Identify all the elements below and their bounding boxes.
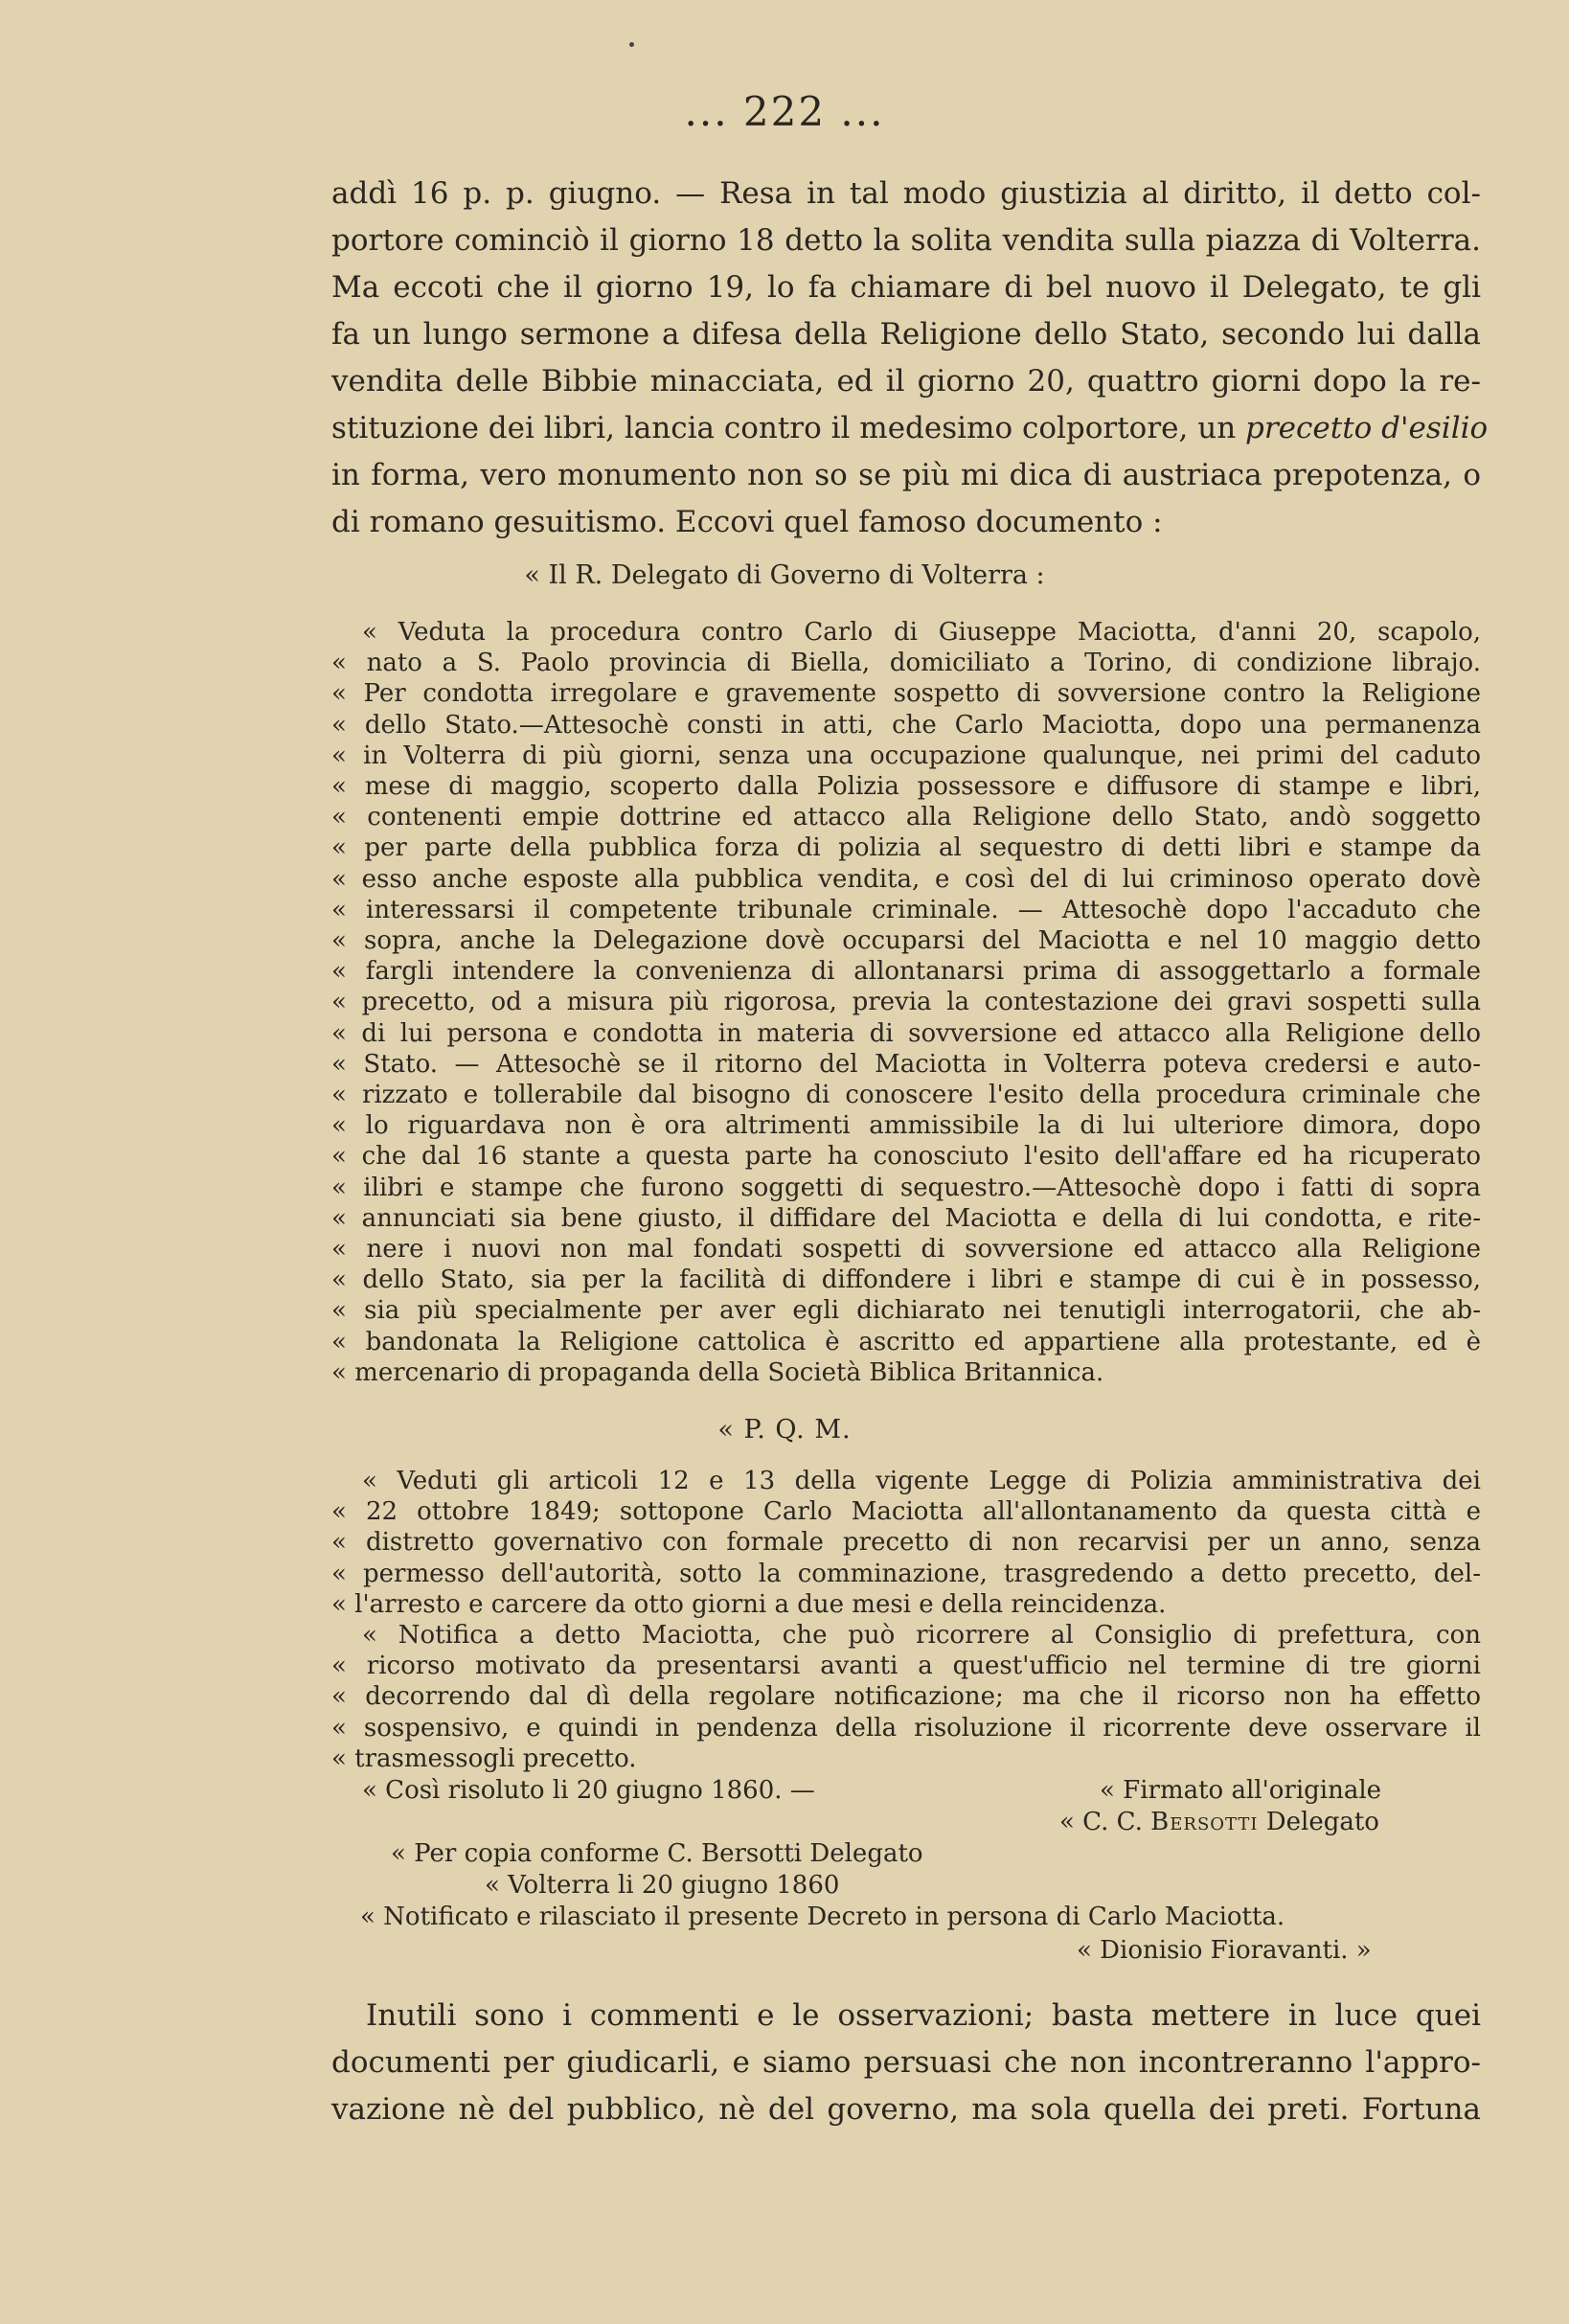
place-date: « Volterra li 20 giugno 1860 bbox=[485, 1871, 840, 1900]
decree-line: « rizzato e tollerabile dal bisogno di conoscere l'esito della procedura criminale che bbox=[331, 1081, 1481, 1110]
ruling-line: « sospensivo, e quindi in pendenza della risoluzione il ricorrente deve osservare il bbox=[331, 1713, 1481, 1743]
ruling-line: « distretto governativo con formale precetto di non recarvisi per un anno, senza bbox=[331, 1528, 1481, 1558]
closing-paragraph bbox=[331, 1993, 1481, 2133]
decree-line: « ilibri e stampe che furono soggetti di sequestro.—Attesochè dopo i fatti di sopra bbox=[331, 1173, 1481, 1202]
ruling-line: « 22 ottobre 1849; sottopone Carlo Maciotta all'allontanamento da questa città e bbox=[331, 1497, 1481, 1527]
decree-heading: « Il R. Delegato di Governo di Volterra : bbox=[524, 560, 1045, 590]
signed-original: « Firmato all'originale bbox=[1100, 1776, 1382, 1805]
intro-line: addì 16 p. p. giugno. — Resa in tal modo giustizia al diritto, il detto col- bbox=[331, 176, 1481, 211]
resolved-date: « Così risoluto li 20 giugno 1860. — bbox=[362, 1776, 815, 1805]
decree-line: « che dal 16 stante a questa parte ha conosciuto l'esito dell'affare ed ha ricuperato bbox=[331, 1142, 1481, 1172]
ruling-line: « permesso dell'autorità, sotto la comminazione, trasgredendo a detto precetto, del- bbox=[331, 1559, 1481, 1588]
decree-line: « lo riguardava non è ora altrimenti ammissibile la di lui ulteriore dimora, dopo bbox=[331, 1111, 1481, 1141]
ruling-line: « decorrendo dal dì della regolare notificazione; ma che il ricorso non ha effetto bbox=[331, 1682, 1481, 1712]
intro-line: portore cominciò il giorno 18 detto la solita vendita sulla piazza di Volterra. bbox=[331, 223, 1481, 258]
decree-line: « annunciati sia bene giusto, il diffidare del Maciotta e della di lui condotta, e rite- bbox=[331, 1203, 1481, 1233]
intro-paragraph bbox=[331, 171, 1489, 546]
decree-line: « interessarsi il competente tribunale criminale. — Attesochè dopo l'accaduto che bbox=[331, 895, 1481, 924]
decree-line: « mercenario di propaganda della Società Biblica Britannica. bbox=[331, 1357, 1104, 1387]
decree-line: « in Volterra di più giorni, senza una occupazione qualunque, nei primi del caduto bbox=[331, 740, 1481, 770]
decree-line: « esso anche esposte alla pubblica vendita, e così del di lui criminoso operato dovè bbox=[331, 864, 1481, 894]
decree-line: « di lui persona e condotta in materia di sovversione ed attacco alla Religione dello bbox=[331, 1018, 1481, 1048]
delegate-name: Bersotti bbox=[1150, 1808, 1259, 1836]
delegate-prefix: « C. C. bbox=[1059, 1808, 1143, 1836]
decree-line: « per parte della pubblica forza di polizia al sequestro di detti libri e stampe da bbox=[331, 833, 1481, 863]
outro-line: Inutili sono i commenti e le osservazioni; basta mettere in luce quei bbox=[366, 1998, 1481, 2033]
page-number: ... 222 ... bbox=[684, 88, 885, 135]
ruling-line: « trasmessogli precetto. bbox=[331, 1743, 637, 1773]
decree-text bbox=[331, 617, 1481, 1388]
decree-line: « nato a S. Paolo provincia di Biella, domiciliato a Torino, di condizione librajo. bbox=[331, 649, 1481, 678]
decree-line: « dello Stato, sia per la facilità di diffondere i libri e stampe di cui è in possesso, bbox=[331, 1265, 1481, 1295]
ruling-line: « ricorso motivato da presentarsi avanti a quest'ufficio nel termine di tre giorni bbox=[331, 1652, 1481, 1681]
intro-line: Ma eccoti che il giorno 19, lo fa chiamare di bel nuovo il Delegato, te gli bbox=[331, 270, 1481, 305]
decree-line: « sia più specialmente per aver egli dichiarato nei tenutigli interrogatorii, che ab- bbox=[331, 1296, 1481, 1326]
notified-line: « Notificato e rilasciato il presente Decreto in persona di Carlo Maciotta. bbox=[360, 1902, 1285, 1931]
ruling-line: « Notifica a detto Maciotta, che può ricorrere al Consiglio di prefettura, con bbox=[362, 1621, 1481, 1651]
decree-line: « contenenti empie dottrine ed attacco alla Religione dello Stato, andò soggetto bbox=[331, 803, 1481, 832]
ruling-line: « Veduti gli articoli 12 e 13 della vigente Legge di Polizia amministrativa dei bbox=[362, 1467, 1481, 1495]
delegate-suffix: Delegato bbox=[1265, 1808, 1379, 1836]
intro-line: fa un lungo sermone a difesa della Religione dello Stato, secondo lui dalla bbox=[331, 317, 1481, 352]
decree-line: « Per condotta irregolare e gravemente sospetto di sovversione contro la Religione bbox=[331, 679, 1481, 709]
intro-line: di romano gesuitismo. Eccovi quel famoso documento : bbox=[331, 505, 1163, 539]
decree-line: « dello Stato.—Attesochè consti in atti, che Carlo Maciotta, dopo una permanenza bbox=[331, 710, 1481, 740]
ruling-line: « l'arresto e carcere da otto giorni a due mesi e della reincidenza. bbox=[331, 1589, 1167, 1619]
decree-line: « precetto, od a misura più rigorosa, previa la contestazione dei gravi sospetti sulla bbox=[331, 988, 1481, 1017]
copy-conform: « Per copia conforme C. Bersotti Delegato bbox=[391, 1839, 923, 1868]
outro-line: documenti per giudicarli, e siamo persuasi che non incontreranno l'appro- bbox=[331, 2045, 1481, 2080]
intro-line: in forma, vero monumento non so se più mi dica di austriaca prepotenza, o bbox=[331, 458, 1481, 492]
decree-line: « mese di maggio, scoperto dalla Polizia possessore e diffusore di stampe e libri, bbox=[331, 772, 1481, 802]
decree-line: « Veduta la procedura contro Carlo di Giuseppe Maciotta, d'anni 20, scapolo, bbox=[362, 618, 1481, 647]
ink-speck bbox=[629, 42, 634, 47]
decree-line: « bandonata la Religione cattolica è ascritto ed appartiene alla protestante, ed è bbox=[331, 1327, 1481, 1356]
ruling-text bbox=[331, 1466, 1481, 1774]
delegate-signature bbox=[1059, 1808, 1379, 1836]
decree-line: « Stato. — Attesochè se il ritorno del Maciotta in Volterra poteva credersi e auto- bbox=[331, 1049, 1481, 1079]
decree-line: « sopra, anche la Delegazione dovè occuparsi del Maciotta e nel 10 maggio detto bbox=[331, 926, 1481, 956]
outro-line: vazione nè del pubblico, nè del governo, ma sola quella dei preti. Fortuna bbox=[331, 2092, 1481, 2127]
notifier-name: « Dionisio Fioravanti. » bbox=[1077, 1936, 1372, 1965]
intro-line: vendita delle Bibbie minacciata, ed il giorno 20, quattro giorni dopo la re- bbox=[331, 364, 1481, 399]
intro-line-with-italic bbox=[331, 405, 1489, 452]
pqm-heading: « P. Q. M. bbox=[717, 1415, 852, 1445]
decree-line: « nere i nuovi non mal fondati sospetti di sovversione ed attacco alla Religione bbox=[331, 1235, 1481, 1265]
intro-line: stituzione dei libri, lancia contro il medesimo colportore, un bbox=[331, 411, 1237, 445]
decree-line: « fargli intendere la convenienza di allontanarsi prima di assoggettarlo a formale bbox=[331, 957, 1481, 987]
italic-term: precetto d'esilio bbox=[1245, 411, 1489, 445]
